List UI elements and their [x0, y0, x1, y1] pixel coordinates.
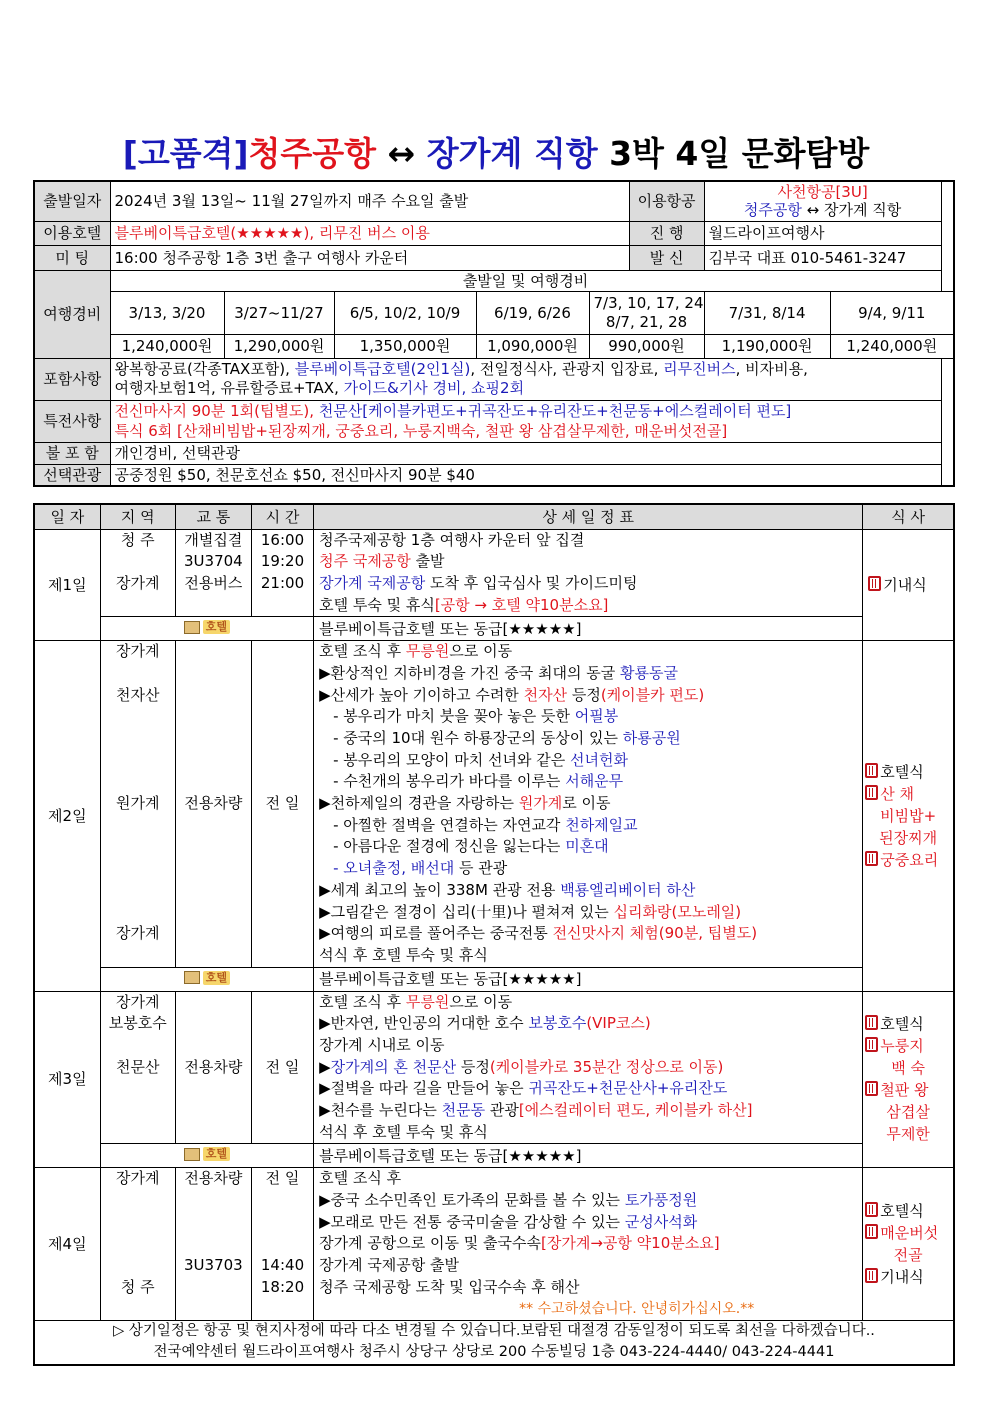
day-label: 제3일: [34, 991, 100, 1168]
transport: 전용차량: [184, 1169, 243, 1188]
meal: 호텔식: [880, 762, 924, 781]
title-tag: [고품격]: [122, 134, 249, 173]
fork-knife-icon: [865, 1268, 878, 1283]
day3-hotel-row: [34, 1144, 954, 1168]
include-hotel: 블루베이특급호텔(2인1실): [294, 360, 471, 378]
meal-cell: [863, 991, 954, 1168]
date-cell: 6/19, 6/26: [476, 291, 589, 334]
date-cell: [589, 291, 704, 334]
include-text: 여행자보험1억, 유류할증료+TAX,: [114, 379, 344, 397]
time: 21:00: [260, 573, 305, 592]
include-guide: 가이드&기사 경비, 쇼핑2회: [343, 379, 525, 397]
detail-text: - 아찔한 절벽을 연결하는 자연교각: [333, 815, 566, 834]
title-destination: 장가계 직항: [426, 134, 598, 173]
detail-highlight: 미혼대: [565, 837, 609, 856]
include-text: , 비자비용,: [735, 360, 808, 378]
hotel-badge-cell: [100, 967, 313, 991]
title-duration: 3박 4일 문화탐방: [597, 134, 870, 173]
date-cell: 3/27~11/27: [224, 291, 334, 334]
detail-text: ▶천수를 누린다는: [319, 1101, 442, 1119]
option-row: [34, 464, 954, 486]
fork-knife-icon: [865, 1202, 878, 1217]
region: 원가계: [115, 794, 160, 813]
transport: 전용차량: [184, 794, 243, 813]
include-text: 왕복항공료(각종TAX포함),: [114, 360, 295, 378]
detail-text: 도착 후 입국심사 및 가이드미팅: [425, 573, 638, 592]
time-cell: [251, 529, 313, 617]
special-mountain: 천문산[케이블카편도+귀곡잔도+유리잔도+천문동+에스컬레이터 편도]: [318, 402, 792, 420]
exclude-value: 개인경비, 선택관광: [110, 442, 941, 464]
price-cell: 1,240,000원: [110, 334, 224, 358]
meeting-value: 16:00 청주공항 1층 3번 출구 여행사 카운터: [110, 245, 629, 270]
meal-cont: 삼겹살: [886, 1103, 930, 1122]
meal: 철판 왕: [880, 1081, 929, 1100]
time: 전 일: [265, 1057, 300, 1076]
transport: 개별집결: [184, 530, 243, 549]
hotel-value: 블루베이특급호텔(★★★★★), 리무진 버스 이용: [110, 221, 629, 245]
detail-highlight: 보봉호수: [528, 1014, 587, 1033]
day-label: 제2일: [34, 641, 100, 991]
region: [106, 551, 170, 573]
hotel-badge-cell: [100, 617, 313, 641]
detail-line: 청주 국제공항 도착 및 입국수속 후 해산: [319, 1277, 580, 1296]
meal: 궁중요리: [880, 850, 939, 869]
hotel-badge: 호텔: [203, 971, 230, 985]
depart-value: 2024년 3월 13일~ 11월 27일까지 매주 수요일 출발: [110, 181, 629, 221]
detail-line: 청주국제공항 1층 여행사 카운터 앞 집결: [319, 530, 585, 549]
detail-highlight: 천문동: [441, 1101, 486, 1119]
time-cell: [251, 991, 313, 1144]
header-meal: 식 사: [863, 504, 954, 529]
date-cell-line2: 8/7, 21, 28: [605, 312, 688, 331]
title-origin: 청주공항: [248, 134, 377, 173]
price-cell: 990,000원: [589, 334, 704, 358]
hotel-badge-cell: [100, 1144, 313, 1168]
meal: 산 채: [880, 784, 915, 803]
fork-knife-icon: [865, 785, 878, 800]
footer-row: [34, 1321, 954, 1365]
detail-line: 석식 후 호텔 투숙 및 휴식: [319, 945, 488, 964]
hotel-line: 블루베이특급호텔 또는 동급[★★★★★]: [314, 967, 863, 991]
detail-text: ▶산세가 높아 기이하고 수려한: [319, 685, 524, 704]
detail-text: 등 관광: [454, 859, 508, 878]
transport-cell: [175, 529, 251, 617]
date-cell: 3/13, 3/20: [110, 291, 224, 334]
cost-label: 여행경비: [34, 270, 110, 358]
detail-highlight: 토가풍정원: [624, 1191, 698, 1210]
detail-text: - 봉우리의 모양이 마치 선녀와 같은: [333, 750, 570, 769]
detail-cell: [314, 1168, 863, 1321]
fork-knife-icon: [865, 851, 878, 866]
closing-message: ** 수고하셨습니다. 안녕히가십시오.**: [519, 1300, 755, 1317]
region: 장가계: [115, 924, 160, 943]
header-time: 시 간: [251, 504, 313, 529]
header-region: 지 역: [100, 504, 175, 529]
sender-value: 김부국 대표 010-5461-3247: [704, 245, 941, 270]
depart-row: [34, 181, 954, 221]
transport-cell: [175, 1168, 251, 1321]
hotel-line: 블루베이특급호텔 또는 동급[★★★★★]: [314, 617, 863, 641]
day2-hotel-row: [34, 967, 954, 991]
region-cell: [100, 1168, 175, 1321]
region: 보봉호수: [108, 1014, 167, 1033]
detail-line: 장가계 국제공항 출발: [319, 1256, 460, 1275]
detail-highlight: 십리화랑: [613, 902, 672, 921]
include-text: , 전일정식사, 관광지 입장료,: [470, 360, 664, 378]
detail-text: 관광: [485, 1101, 519, 1119]
hotel-line: 블루베이특급호텔 또는 동급[★★★★★]: [314, 1144, 863, 1168]
meal: 기내식: [880, 1268, 924, 1287]
transport-cell: [175, 991, 251, 1144]
detail-highlight: - 오녀출정, 배선대: [333, 859, 455, 878]
footer-notice: ▷ 상기일정은 항공 및 현지사정에 따라 다소 변경될 수 있습니다.보람된 대절경 감동일정이 되도록 최선을 다하겠습니다..: [113, 1323, 875, 1340]
price-cell: 1,240,000원: [830, 334, 954, 358]
hotel-badge: 호텔: [203, 1147, 230, 1161]
meal-cont: 전골: [893, 1246, 923, 1265]
include-value: [110, 358, 941, 400]
day3-row: [34, 991, 954, 1144]
transport: 3U3703: [184, 1256, 243, 1275]
fork-knife-icon: [865, 1037, 878, 1052]
detail-text: 등정: [567, 685, 601, 704]
header-detail: 상 세 일 정 표: [314, 504, 863, 529]
detail-highlight: (90분, 팁별도): [658, 924, 758, 943]
day-label: 제4일: [34, 1168, 100, 1321]
region-cell: [100, 641, 175, 967]
header-day: 일 자: [34, 504, 100, 529]
day4-row: [34, 1168, 954, 1321]
transport-cell: [175, 641, 251, 967]
detail-text: 호텔 조식 후: [319, 992, 406, 1011]
special-massage: 전신마사지 90분 1회(팁별도),: [114, 402, 319, 420]
meal-cell: [863, 1168, 954, 1321]
day1-row: [34, 529, 954, 617]
meal-cont: 된장찌개: [879, 828, 938, 847]
header-transport: 교 통: [175, 504, 251, 529]
region: 천자산: [115, 685, 160, 704]
region: 청 주: [120, 530, 155, 549]
detail-line: 석식 후 호텔 투숙 및 휴식: [319, 1122, 488, 1141]
detail-text: ▶반자연, 반인공의 거대한 호수: [319, 1014, 529, 1033]
hotel-badge: 호텔: [203, 620, 230, 634]
depart-label: 출발일자: [34, 181, 110, 221]
prices-row: [34, 334, 954, 358]
detail-text: 호텔 조식 후: [319, 642, 406, 661]
detail-text: 등정: [456, 1057, 490, 1076]
include-label: 포함사항: [34, 358, 110, 400]
detail-highlight: (케이블카로 35분간 정상으로 이동): [489, 1057, 724, 1076]
airline-value: [704, 181, 941, 221]
detail-cell: [314, 641, 863, 967]
progress-label: 진 행: [629, 221, 704, 245]
detail-highlight: 장가계 국제공항: [319, 573, 426, 592]
date-cell: 6/5, 10/2, 10/9: [334, 291, 476, 334]
detail-text: - 아름다운 절경에 정신을 잃는다는: [333, 837, 566, 856]
meeting-label: 미 팅: [34, 245, 110, 270]
time: 전 일: [265, 794, 300, 813]
meal: 누룽지: [880, 1037, 924, 1056]
special-meals: 특식 6회 [산채비빔밥+된장찌개, 궁중요리, 누룽지백숙, 철판 왕 삼겹살무제한, 매운버섯전골]: [114, 422, 728, 440]
detail-text: ▶그림같은 절경이 십리(十里)나 펼쳐져 있는: [319, 902, 614, 921]
detail-cell: [314, 529, 863, 617]
detail-highlight: (VIP코스): [586, 1014, 651, 1033]
time: 14:40: [260, 1256, 305, 1275]
detail-text: 로 이동: [562, 794, 611, 813]
region-cell: [100, 529, 175, 617]
price-cell: 1,190,000원: [704, 334, 830, 358]
hotel-building-icon: [184, 1148, 200, 1161]
detail-highlight: 청주 국제공항: [319, 552, 411, 571]
detail-highlight: 하룡공원: [622, 729, 681, 747]
meal: 호텔식: [880, 1015, 924, 1034]
meal: 기내식: [883, 575, 927, 594]
price-cell: 1,090,000원: [476, 334, 589, 358]
price-cell: 1,290,000원: [224, 334, 334, 358]
region: 천문산: [115, 1057, 160, 1076]
detail-highlight: 백룡엘리베이터 하산: [560, 880, 696, 899]
detail-text: 으로 이동: [449, 642, 513, 661]
exclude-row: [34, 442, 954, 464]
detail-highlight: (케이블카 편도): [600, 685, 705, 704]
detail-text: ▶절벽을 따라 길을 만들어 놓은: [319, 1079, 529, 1098]
detail-highlight: 무릉원: [405, 642, 450, 661]
detail-highlight: 어필봉: [574, 707, 619, 726]
detail-text: 출발: [410, 552, 445, 571]
detail-highlight: 서해운무: [565, 772, 624, 791]
include-row: [34, 358, 954, 400]
detail-highlight: 귀곡잔도+천문산사+유리잔도: [528, 1079, 728, 1098]
title-arrow: ↔: [376, 134, 427, 173]
hotel-icon: [184, 971, 230, 985]
detail-highlight: 황룡동굴: [620, 663, 679, 682]
day-label: 제1일: [34, 529, 100, 641]
day2-row: [34, 641, 954, 967]
special-label: 특전사항: [34, 400, 110, 442]
detail-text: - 봉우리가 마치 붓을 꽂아 놓은 듯한: [333, 707, 575, 726]
detail-text: - 중국의 10대 원수 하룡장군의 동상이 있는: [333, 729, 623, 747]
time-cell: [251, 641, 313, 967]
hotel-label: 이용호텔: [34, 221, 110, 245]
detail-highlight: 장가계의 혼 천문산: [330, 1057, 457, 1076]
detail-text: ▶: [319, 1057, 331, 1076]
detail-text: ▶세계 최고의 높이 338M 관광 전용: [319, 880, 561, 899]
meal-cont: 비빔밥+: [880, 806, 937, 825]
region-cell: [100, 991, 175, 1144]
time: 19:20: [260, 552, 305, 571]
dates-row: [34, 291, 954, 334]
region: 장가계: [115, 1169, 160, 1188]
detail-text: ▶여행의 피로를 풀어주는 중국전통: [319, 924, 553, 943]
detail-highlight: 천자산: [523, 685, 568, 704]
fork-knife-icon: [868, 576, 881, 591]
detail-text: ▶모래로 만든 전통 중국미술을 감상할 수 있는: [319, 1212, 625, 1231]
transport: 3U3704: [184, 552, 243, 571]
detail-highlight: 군성사석화: [624, 1212, 698, 1231]
time: 16:00: [260, 530, 305, 549]
progress-value: 월드라이프여행사: [704, 221, 941, 245]
detail-highlight: [공항 → 호텔 약10분소요]: [434, 595, 609, 614]
sender-label: 발 신: [629, 245, 704, 270]
region: 장가계: [115, 573, 160, 592]
detail-highlight: [장가계→공항 약10분소요]: [541, 1234, 720, 1253]
itinerary-table: [33, 503, 955, 1366]
footer-cell: [34, 1321, 954, 1365]
airline-route-dest: ↔ 장가계 직항: [801, 201, 902, 220]
time: 18:20: [260, 1277, 305, 1296]
detail-line: 호텔 조식 후: [319, 1169, 402, 1188]
hotel-building-icon: [184, 971, 200, 984]
detail-highlight: (모노레일): [671, 902, 742, 921]
airline-name: 사천항공[3U]: [777, 183, 868, 202]
fork-knife-icon: [865, 763, 878, 778]
hotel-building-icon: [184, 621, 200, 634]
region: 장가계: [115, 642, 160, 661]
cost-header-row: [34, 270, 954, 291]
detail-highlight: 원가계: [518, 794, 563, 813]
special-value: [110, 400, 941, 442]
region: 청 주: [120, 1277, 155, 1296]
special-row: [34, 400, 954, 442]
region: 장가계: [115, 992, 160, 1011]
detail-text: - 수천개의 봉우리가 바다를 이루는: [333, 772, 566, 791]
footer-contact: 전국예약센터 월드라이프여행사 청주시 상당구 상당로 200 수동빌딩 1층 043-224-4440/ 043-224-4441: [153, 1344, 835, 1361]
transport: 전용버스: [184, 573, 243, 592]
include-bus: 리무진버스: [663, 360, 736, 378]
time-cell: [251, 1168, 313, 1321]
meal: 매운버섯: [880, 1224, 939, 1243]
day1-hotel-row: [34, 617, 954, 641]
detail-text: ▶중국 소수민족인 토가족의 문화를 볼 수 있는: [319, 1191, 625, 1210]
detail-text: 장가계 공항으로 이동 및 출국수속: [319, 1234, 542, 1253]
detail-text: 으로 이동: [449, 992, 513, 1011]
hotel-icon: [184, 1147, 230, 1161]
date-cell-line1: 7/3, 10, 17, 24: [593, 293, 704, 312]
exclude-label: 불 포 함: [34, 442, 110, 464]
meal-cell: [863, 529, 954, 641]
detail-text: 호텔 투숙 및 휴식: [319, 595, 435, 614]
airline-label: 이용항공: [629, 181, 704, 221]
date-cell: 9/4, 9/11: [830, 291, 954, 334]
detail-text: ▶천하제일의 경관을 자랑하는: [319, 794, 519, 813]
meal-cont: 무제한: [886, 1125, 930, 1144]
fork-knife-icon: [865, 1224, 878, 1239]
meal-cont: 백 숙: [891, 1059, 925, 1078]
detail-line: 장가계 시내로 이동: [319, 1035, 445, 1054]
trip-info-table: [33, 180, 955, 487]
option-value: 공중정원 $50, 천문호선쇼 $50, 전신마사지 90분 $40: [110, 464, 941, 486]
option-label: 선택관광: [34, 464, 110, 486]
detail-text: ▶환상적인 지하비경을 가진 중국 최대의 동굴: [319, 663, 621, 682]
fork-knife-icon: [865, 1015, 878, 1030]
fork-knife-icon: [865, 1081, 878, 1096]
time: 전 일: [265, 1169, 300, 1188]
page-title: [0, 128, 992, 175]
meeting-row: [34, 245, 954, 270]
detail-highlight: 무릉원: [405, 992, 450, 1011]
detail-highlight: 전신맛사지 체험: [552, 924, 659, 943]
transport: 전용차량: [184, 1057, 243, 1076]
hotel-row: [34, 221, 954, 245]
detail-cell: [314, 991, 863, 1144]
meal: 호텔식: [880, 1202, 924, 1221]
airline-route-origin: 청주공항: [743, 201, 802, 220]
detail-highlight: 선녀헌화: [569, 750, 628, 769]
hotel-icon: [184, 620, 230, 634]
itinerary-header-row: [34, 504, 954, 529]
meal-cell: [863, 641, 954, 991]
detail-highlight: 천하제일교: [565, 815, 638, 834]
cost-header: 출발일 및 여행경비: [110, 270, 941, 291]
price-cell: 1,350,000원: [334, 334, 476, 358]
date-cell: 7/31, 8/14: [704, 291, 830, 334]
detail-highlight: [에스컬레이터 편도, 케이블카 하산]: [518, 1101, 753, 1119]
